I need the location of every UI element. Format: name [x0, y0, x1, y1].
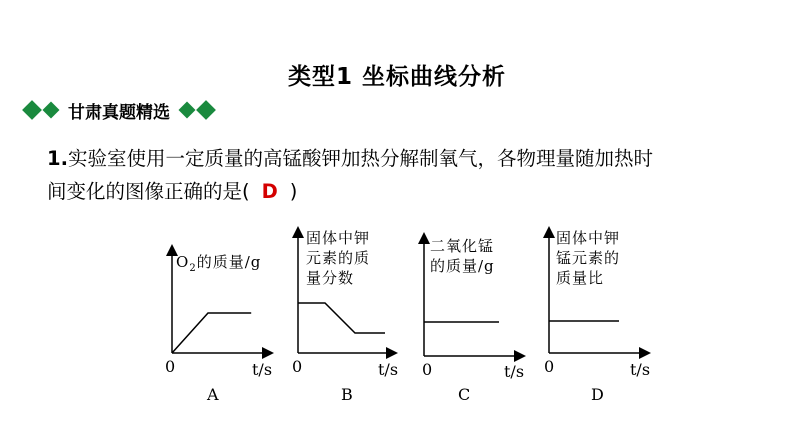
- graph-b-ylabel: 固体中钾 元素的质 量分数: [306, 229, 371, 287]
- question-stem-cont: 间变化的图像正确的是(: [47, 180, 250, 203]
- page-title: 类型1 坐标曲线分析: [287, 64, 506, 90]
- graph-a-origin: 0: [165, 357, 176, 376]
- graph-c-ylabel: 二氧化锰 的质量/g: [430, 237, 495, 275]
- section-label: 甘肃真题精选: [68, 102, 170, 123]
- option-d-label: D: [591, 385, 604, 404]
- graph-b-xlabel: t/s: [378, 360, 399, 379]
- question-stem: 实验室使用一定质量的高锰酸钾加热分解制氧气，各物理量随加热时: [67, 147, 653, 170]
- option-b-label: B: [341, 385, 353, 404]
- graph-b-origin: 0: [292, 357, 303, 376]
- graph-d-origin: 0: [544, 357, 555, 376]
- question-close-paren: ): [289, 180, 298, 203]
- question-number: 1.: [47, 147, 68, 170]
- graph-a-xlabel: t/s: [252, 360, 273, 379]
- graph-d-ylabel: 固体中钾 锰元素的 质量比: [556, 229, 621, 287]
- option-c-label: C: [458, 385, 471, 404]
- graph-d-xlabel: t/s: [630, 360, 651, 379]
- graph-c-xlabel: t/s: [504, 362, 525, 381]
- graph-c-origin: 0: [422, 360, 433, 379]
- option-a-label: A: [207, 385, 219, 404]
- graph-a-ylabel: $O_2$的质量/g: [176, 253, 262, 274]
- answer-text: D: [261, 180, 278, 203]
